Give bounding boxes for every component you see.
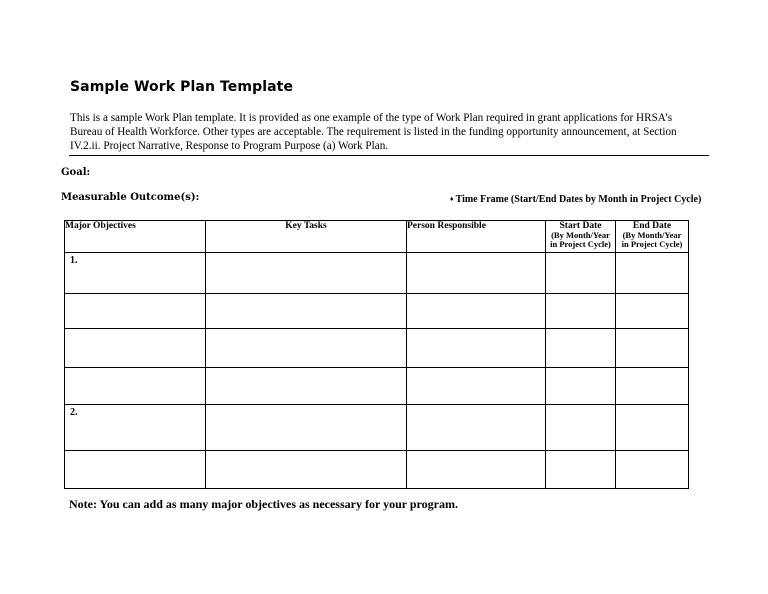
horizontal-rule [69,155,709,156]
person-cell[interactable] [407,368,546,405]
time-frame-label: Time Frame (Start/End Dates by Month in Project Cycle) [455,194,702,205]
diamond-bullet-icon: ♦ [450,195,454,203]
goal-label: Goal: [61,167,91,178]
objective-cell[interactable] [65,294,206,329]
start-date-cell[interactable] [546,329,616,368]
time-frame-note [450,194,701,205]
document-title: Sample Work Plan Template [70,79,294,95]
header-major-objectives: Major Objectives [65,221,206,253]
intro-line: This is a sample Work Plan template. It is provided as one example of the type of Work Plan required in grant applications for HRSA’s [70,112,673,124]
start-date-cell[interactable] [546,451,616,489]
work-plan-table [64,220,689,489]
person-cell[interactable] [407,451,546,489]
end-date-cell[interactable] [616,253,689,294]
end-date-subtitle: (By Month/Year [622,230,682,240]
objective-number: 1. [70,255,78,266]
start-date-cell[interactable] [546,294,616,329]
end-date-cell[interactable] [616,451,689,489]
objective-cell[interactable] [65,253,206,294]
start-date-cell[interactable] [546,405,616,451]
footer-note: Note: You can add as many major objectives as necessary for your program. [69,497,458,511]
table-row [65,451,689,489]
person-cell[interactable] [407,294,546,329]
key-task-cell[interactable] [206,405,407,451]
objective-cell[interactable] [65,405,206,451]
start-date-cell[interactable] [546,253,616,294]
start-date-title: Start Date [559,221,602,231]
end-date-cell[interactable] [616,329,689,368]
table-row [65,329,689,368]
end-date-subtitle: in Project Cycle) [621,239,683,249]
objective-number [65,368,205,370]
objective-number [65,294,205,296]
header-person-responsible: Person Responsible [407,221,546,253]
measurable-outcome-label: Measurable Outcome(s): [61,192,200,203]
person-cell[interactable] [407,405,546,451]
person-cell[interactable] [407,253,546,294]
table-row [65,253,689,294]
table-row [65,368,689,405]
start-date-cell[interactable] [546,368,616,405]
header-end-date [616,221,689,253]
objective-number [65,451,205,453]
objective-cell[interactable] [65,451,206,489]
end-date-cell[interactable] [616,368,689,405]
start-date-subtitle: (By Month/Year [551,230,610,240]
key-task-cell[interactable] [206,253,407,294]
start-date-subtitle: in Project Cycle) [550,239,611,249]
objective-cell[interactable] [65,329,206,368]
key-task-cell[interactable] [206,294,407,329]
person-cell[interactable] [407,329,546,368]
header-start-date [546,221,616,253]
intro-line: IV.2.ii. Project Narrative, Response to Program Purpose (a) Work Plan. [70,140,389,153]
objective-number [65,329,205,331]
end-date-cell[interactable] [616,294,689,329]
intro-line: Bureau of Health Workforce. Other types are acceptable. The requirement is listed in the funding opportunity announcement, at Section [70,126,677,139]
key-task-cell[interactable] [206,451,407,489]
end-date-cell[interactable] [616,405,689,451]
end-date-title: End Date [632,221,672,231]
intro-paragraph [70,111,710,154]
key-task-cell[interactable] [206,368,407,405]
key-task-cell[interactable] [206,329,407,368]
table-header-row [65,221,689,253]
table-row [65,405,689,451]
objective-cell[interactable] [65,368,206,405]
header-key-tasks: Key Tasks [206,221,407,253]
table-row [65,294,689,329]
objective-number: 2. [70,407,78,418]
